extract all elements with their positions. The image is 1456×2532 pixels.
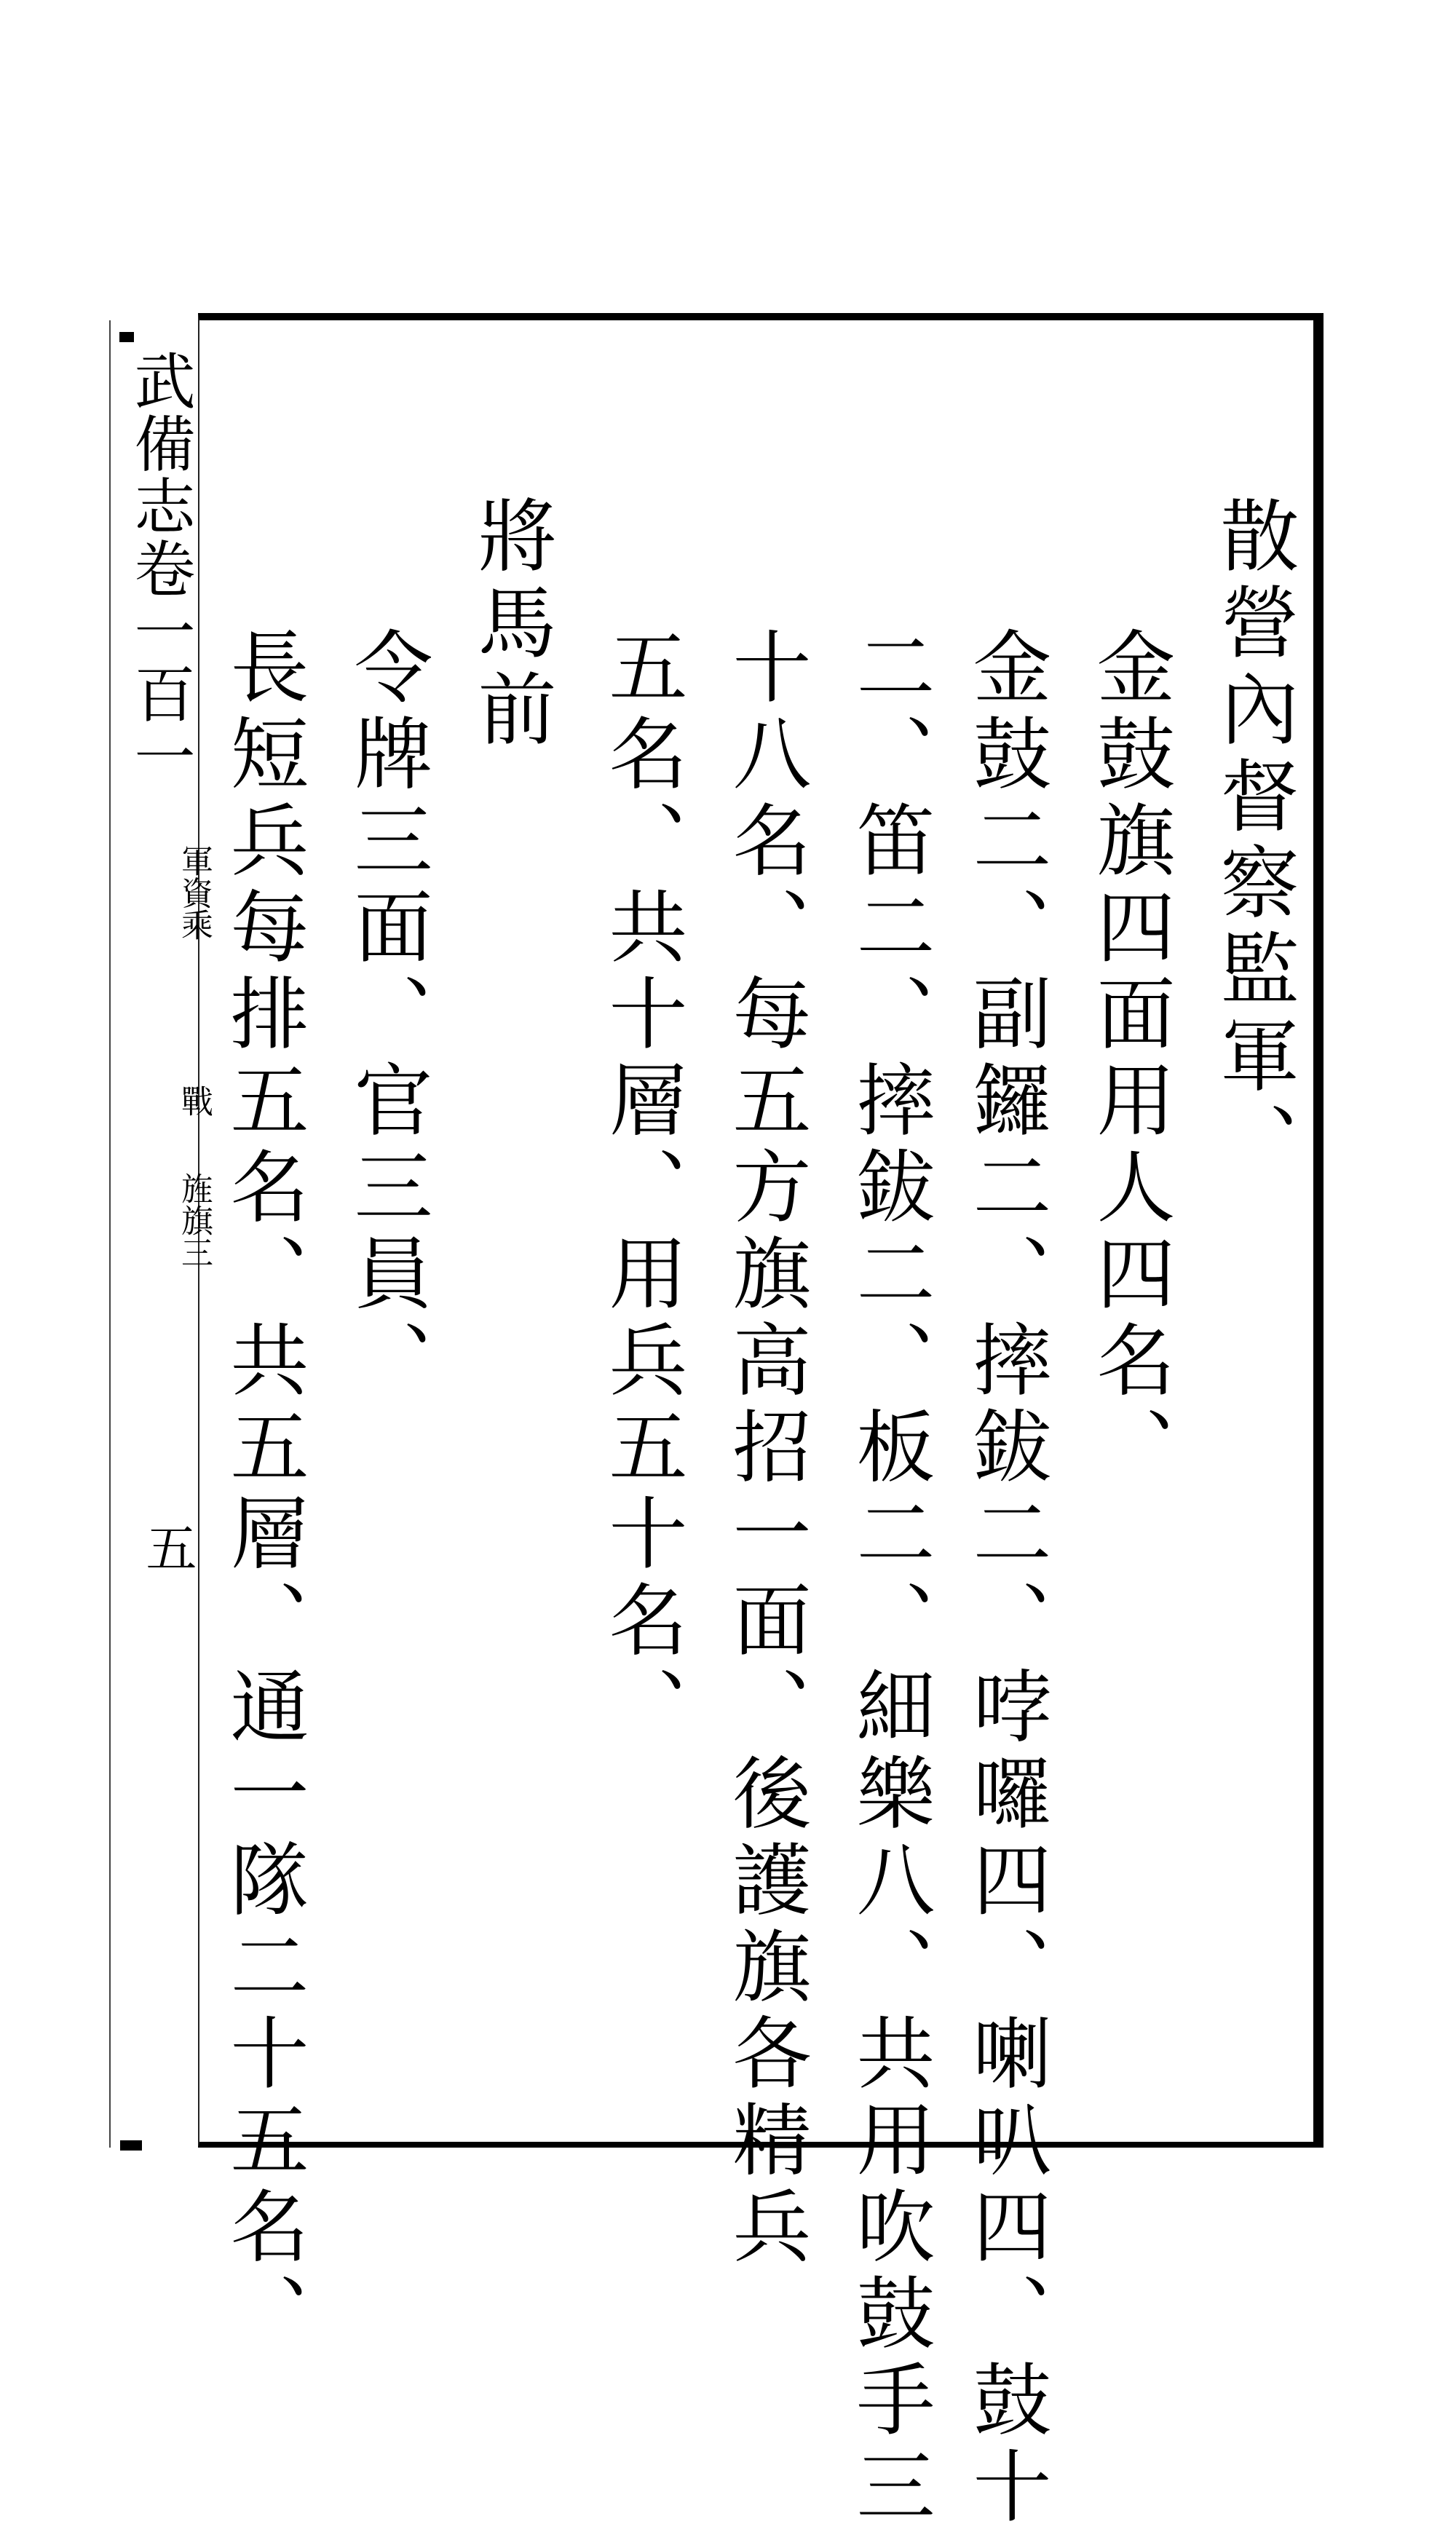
text-column-6: 五名、共十層、用兵五十名、 [596, 626, 687, 1752]
text-column-2: 金鼓旗四面用人四名、 [1083, 626, 1174, 1492]
text-column-3: 金鼓二、副鑼二、摔鈸二、哱囉四、喇叭四、鼓十 [960, 626, 1051, 2532]
spine-title: 武備志卷一百一 [124, 349, 196, 788]
spine-divider [109, 320, 111, 2148]
fish-tail-mark-bottom [120, 2140, 142, 2151]
text-column-5: 十八名、每五方旗高招一面、後護旗各精兵 [719, 626, 810, 2272]
text-column-7: 將馬前 [464, 495, 555, 755]
spine-section-b: 戰 [175, 1085, 213, 1117]
spine-page-number: 五 [138, 1522, 197, 1572]
text-column-4: 二、笛二、摔鈸二、板二、細樂八、共用吹鼓手三 [843, 626, 934, 2532]
spine-section-c: 旌旗三 [175, 1172, 213, 1268]
text-column-9: 長短兵每排五名、共五層、通一隊二十五名、 [217, 626, 308, 2359]
text-column-8: 令牌三面、官三員、 [341, 626, 432, 1406]
text-column-1: 散營內督察監軍、 [1207, 495, 1298, 1188]
fish-tail-mark-top [119, 332, 134, 342]
spine-section-a: 軍資乘 [175, 844, 213, 941]
